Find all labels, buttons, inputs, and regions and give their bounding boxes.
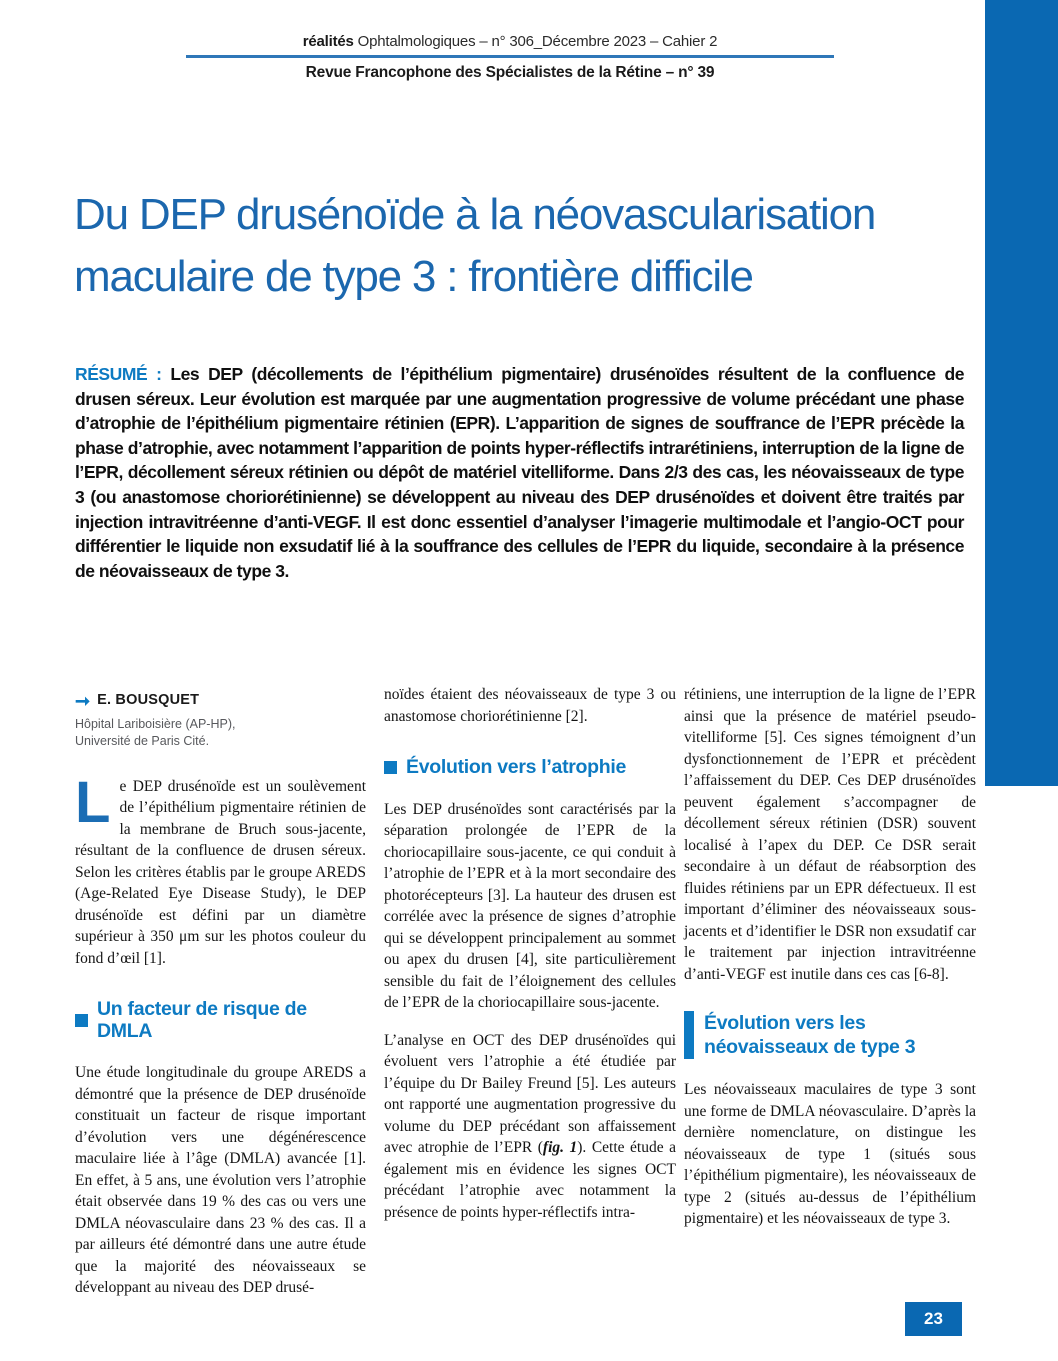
atrophy-paragraph-2-before: L’analyse en OCT des DEP drusénoïdes qui évoluent vers l’atrophie a été étudiée par l’équipe du Dr Bailey Freund [5]. Les auteurs ont rapporté une augmentation progressive du volume du DEP précédant son affaissement avec atrophie de l’EPR (	[384, 1031, 676, 1156]
abstract	[75, 362, 964, 583]
journal-subtitle: Revue Francophone des Spécialistes de la Rétine – n° 39	[305, 64, 715, 81]
author-block	[75, 684, 366, 750]
page-header	[186, 33, 834, 82]
section-heading-atrophy	[384, 757, 676, 779]
section-bullet-icon	[384, 761, 397, 774]
risk-factor-paragraph: Une étude longitudinale du groupe AREDS a démontré que la présence de DEP drusénoïde constituait un facteur de risque important d’évolution vers une dégénérescence maculaire liée à l’âge (DMLA) avancée [1]. En effet, à 5 ans, une évolution vers l’atrophie était observée dans 19 % des cas ou vers une DMLA néovasculaire dans 23 % des cas. Il a par ailleurs été démontré dans une autre étude que la majorité des néovaisseaux se développant au niveau des DEP drusé-	[75, 1064, 366, 1296]
section-bullet-icon	[75, 1014, 88, 1027]
author-name-row	[75, 684, 366, 712]
column-2	[384, 684, 676, 1223]
journal-name: réalités	[302, 33, 354, 50]
intro-paragraph	[75, 769, 366, 970]
atrophy-paragraph-2-after: ). Cette étude a également mis en évidence les signes OCT précédant l’atrophie avec notamment la présence de points hyper-réflectifs intra-	[384, 1139, 676, 1221]
epr-signs-paragraph: rétiniens, une interruption de la ligne de l’EPR ainsi que la présence de matériel pseudo-vitelliforme [5]. Ces signes témoignent d’un dysfonctionnement de l’EPR et précèdent l’affaissement du DEP. Ces DEP drusénoïdes peuvent également s’accompagner de décollement séreux rétinien (DSR) souvent localisé à l’apex du DEP. Ce DSR serait secondaire à un défaut de réabsorption des fluides rétiniens par un EPR défectueux. Il est important d’éliminer des néovaisseaux sous-jacents et d’identifier le DSR non exsudatif car le traitement par injection intravitréenne d’anti-VEGF est inutile dans ces cas [6-8].	[684, 686, 976, 983]
atrophy-paragraph-1: Les DEP drusénoïdes sont caractérisés par la séparation prolongée de l’EPR de la choriocapillaire sous-jacente, ce qui conduit à l’atrophie de l’EPR et à la mort secondaire des photorécepteurs [3]. La hauteur des drusen est corrélée avec la présence de signes d’atrophie qui se développent principalement au sommet ou apex du drusen [4], site particulièrement sensible du fait de l’éloignement des cellules de l’EPR de la choriocapillaire sous-jacente.	[384, 800, 676, 1011]
page-number-badge	[905, 1302, 962, 1336]
column-1	[75, 684, 366, 1299]
section-heading-text: Évolution vers l’atrophie	[406, 756, 627, 778]
atrophy-paragraph-2	[384, 1030, 676, 1224]
dropcap-letter: L	[75, 769, 111, 835]
section-heading-text	[704, 1011, 915, 1059]
right-brand-bar	[985, 0, 1058, 786]
section-heading-risk-factor	[75, 999, 366, 1042]
article-title-line1: Du DEP drusénoïde à la néovascularisation	[74, 190, 876, 239]
abstract-text: Les DEP (décollements de l’épithélium pigmentaire) drusénoïdes résultent de la confluence de drusen séreux. Leur évolution est marquée par une augmentation progressive de volume précédant une phase d’atrophie de l’épithélium pigmentaire rétinien (EPR). L’apparition de signes de souffrance de l’EPR précède la phase d’atrophie, avec notamment l’apparition de points hyper-réflectifs intrarétiniens, interruption de la ligne de l’EPR, décollement séreux rétinien ou dépôt de matériel vitelliforme. Dans 2/3 des cas, les néovaisseaux de type 3 (ou anastomose choriorétinienne) se développent au niveau des DEP drusénoïdes et doivent être traités par injection intravitréenne d’anti-VEGF. Il est donc essentiel d’analyser l’imagerie multimodale et l’angio-OCT pour différentier le liquide non exsudatif lié à la souffrance des cellules de l’EPR du liquide, secondaire à la présence de néovaisseaux de type 3.	[75, 364, 964, 581]
author-name: E. BOUSQUET	[97, 692, 200, 708]
journal-masthead	[186, 33, 834, 50]
section-heading-line2: néovaisseaux de type 3	[704, 1036, 916, 1058]
author-affiliation-line2: Université de Paris Cité.	[75, 733, 210, 748]
section-bullet-bar-icon	[684, 1011, 694, 1059]
article-title	[74, 184, 974, 308]
section-heading-text: Un facteur de risque de DMLA	[97, 998, 307, 1042]
author-affiliation	[75, 716, 366, 750]
section-heading-type3	[684, 1011, 976, 1059]
page-number: 23	[924, 1309, 943, 1328]
author-arrow-icon: ➞	[75, 690, 91, 711]
author-affiliation-line1: Hôpital Lariboisière (AP-HP),	[75, 716, 236, 731]
figure-reference: fig. 1	[542, 1139, 578, 1156]
continuation-paragraph: noïdes étaient des néovaisseaux de type 3 ou anastomose choriorétinienne [2].	[384, 686, 676, 725]
article-title-line2: maculaire de type 3 : frontière difficile	[74, 252, 753, 301]
column-3	[684, 684, 976, 1230]
abstract-label: RÉSUMÉ :	[75, 364, 162, 384]
intro-paragraph-text: e DEP drusénoïde est un soulèvement de l’épithélium pigmentaire rétinien de la membrane de Bruch sous-jacente, résultant de la confluence de drusen séreux. Selon les critères établis par le groupe AREDS (Age-Related Eye Disease Study), le DEP drusénoïde est défini par un diamètre supérieur à 350 μm sur les photos couleur du fond d’œil [1].	[75, 777, 366, 967]
journal-issue: Ophtalmologiques – n° 306_Décembre 2023 – Cahier 2	[353, 33, 718, 50]
section-heading-line1: Évolution vers les	[704, 1012, 866, 1034]
header-rule	[186, 55, 834, 58]
type3-paragraph: Les néovaisseaux maculaires de type 3 sont une forme de DMLA néovasculaire. D’après la dernière nomenclature, on distingue les néovaisseaux de type 1 (situés sous l’épithélium pigmentaire), les néovaisseaux de type 2 (situés au-dessus de l’épithélium pigmentaire) et les néovaisseaux de type 3.	[684, 1081, 976, 1227]
